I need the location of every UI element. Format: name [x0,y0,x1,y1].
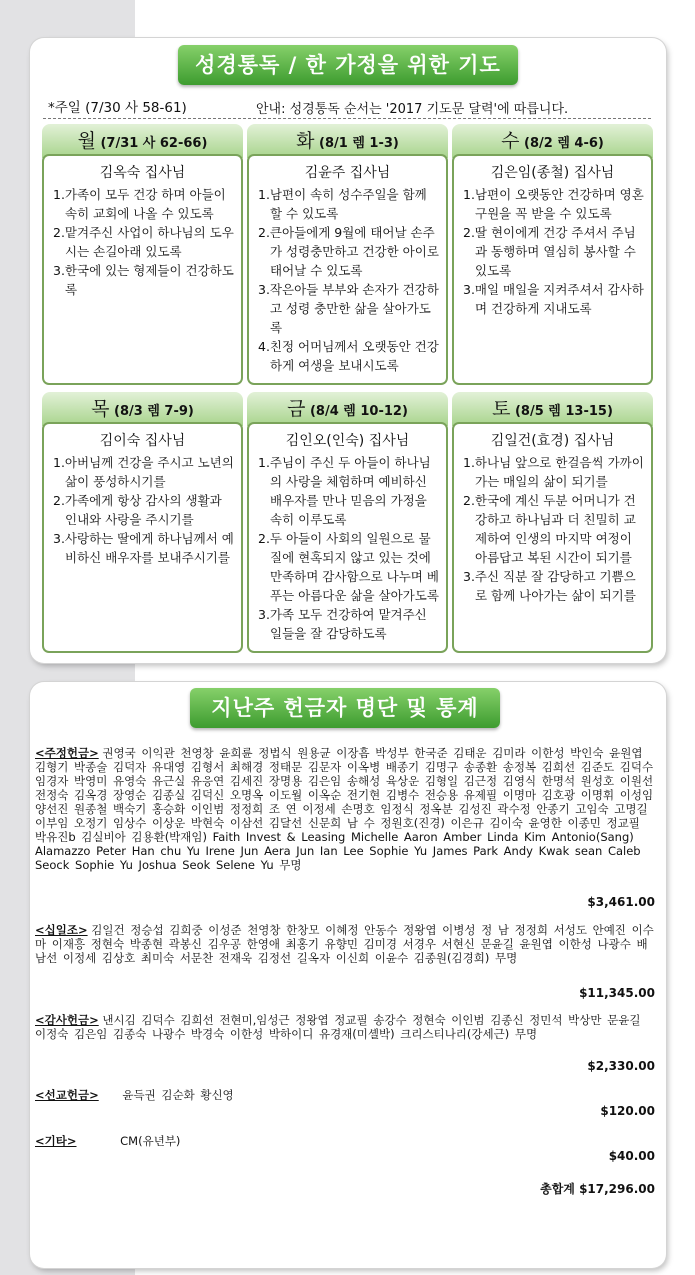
day-tab: 수 (8/2 렘 4-6) [452,124,653,158]
offering-category: <주정헌금> [35,746,99,760]
offering-group-other [35,1134,655,1148]
donor-names: 윤득권 김순화 황신영 [122,1088,234,1102]
donor-names: 김일건 정승섭 김희중 이성준 천영창 한창모 이혜정 안동수 정왕엽 이병성 정 남 정정희 서성도 안예진 이수마 이재흥 정현숙 박종현 곽봉신 김우공 한영애 최홍기 유향민 김미경 서경우 서현신 문윤길 윤원엽 이한성 나광수 배남선 이정세 김상호 최미숙 서문찬 전재욱 김정선 길옥자 이신희 이윤수 김종원(김경희) 무명 [35,923,654,965]
prayer-item: 1.남편이 속히 성수주일을 함께 할 수 있도록 [258,187,427,221]
prayer-card [452,154,653,385]
day-tab: 금 (8/4 렘 10-12) [247,392,448,426]
family-name: 김인오(인숙) 집사님 [285,433,410,449]
prayer-item: 2.큰아들에게 9월에 태어날 손주가 성령충만하고 건강한 아이로 태어날 수 있도록 [258,225,439,278]
offering-group-weekly [35,746,659,872]
prayer-item: 2.한국에 계신 두분 어머니가 건강하고 하나님과 더 친밀히 교제하여 인생의 마지막 여정이 아름답고 복된 시간이 되기를 [463,493,636,565]
offering-amount: $2,330.00 [587,1059,655,1073]
donor-names: CM(유년부) [120,1134,181,1148]
offering-category: <감사헌금> [35,1013,99,1027]
day-tab: 월 (7/31 사 62-66) [42,124,243,158]
sunday-reading: *주일 (7/30 사 58-61) [48,100,187,116]
family-name: 김일건(효경) 집사님 [490,433,615,449]
donor-names: 권영국 이익관 천영창 윤희륜 정법식 원용균 이장흠 박성부 한국준 김태운 김미라 이한성 박인숙 윤원엽 김형기 박종술 김덕자 유대영 김형서 최해경 정태문 김문자 이옥병 배종기 김명구 송종환 송정복 김희선 김준도 김덕수 임경자 박영미 유영숙 유근실 유응연 김세진 장명용 김은임 송해성 육상운 김형일 김근정 김영식 한명석 원성호 이원선 전정숙 김옥경 장영순 김종실 김덕신 오명옥 이도월 이옥순 전기현 김병수 전승용 유제필 이명마 김호광 이명휘 이성임 양선진 원종철 백숙기 홍승화 이인범 정정희 조 연 이정세 손명호 임정식 정옥분 김성진 곽수정 안종기 고임숙 고명길 이부임 오정기 임상수 이상운 박현숙 이삼선 김달선 신문희 남 수 정원호(진경) 이은규 김이숙 윤영한 이종민 정교필 박유진b 김실비아 김용환(박재임) Faith Invest & Leasing Michelle Aaron Amber Linda Kim Antonio(Sang) Alamazzo Peter Han chu Yu Irene Jun Aera Jun Ian Lee Sophie Yu James Park Andy Kwak sean Caleb Seock Sophie Yu Joshua Seok Selene Yu 무명 [35,746,659,872]
family-name: 김은임(종철) 집사님 [490,165,615,181]
donor-names: 낸시김 김덕수 김희선 전현미,임성근 정왕엽 정교필 송강수 정현숙 이인범 김종신 정민석 박상만 문윤길 이정숙 김은임 김종숙 나광수 박경숙 이한성 박하이디 유경재(미셸박) 크리스티나리(강세근) 무명 [35,1013,647,1041]
prayer-item: 1.아버님께 건강을 주시고 노년의 삶이 풍성하시기를 [53,455,234,489]
prayer-item: 1.남편이 오랫동안 건강하며 영혼구원을 꼭 받을 수 있도록 [463,187,644,221]
day-card-tue [247,124,448,385]
prayer-item: 3.한국에 있는 형제들이 건강하도록 [53,263,234,297]
day-card-fri [247,392,448,653]
offering-amount: $3,461.00 [587,895,655,909]
prayer-card [452,422,653,653]
offering-group-mission [35,1088,655,1102]
offering-amount: $11,345.00 [579,986,655,1000]
prayer-item: 3.주신 직분 잘 감당하고 기쁨으로 함께 나아가는 삶이 되기를 [463,569,636,603]
offering-category: <십일조> [35,923,88,937]
prayer-card [42,422,243,653]
prayer-item: 2.딸 현이에게 건강 주셔서 주님과 동행하며 열심히 봉사할 수 있도록 [463,225,636,278]
divider [43,118,651,119]
day-card-thu [42,392,243,653]
day-tab: 화 (8/1 렘 1-3) [247,124,448,158]
day-card-mon [42,124,243,385]
prayer-item: 3.가족 모두 건강하여 맡겨주신 일들을 잘 감당하도록 [258,607,427,641]
prayer-item: 3.사랑하는 딸에게 하나님께서 예비하신 배우자를 보내주시기를 [53,531,234,565]
prayer-item: 1.가족이 모두 건강 하며 아들이 속히 교회에 나올 수 있도록 [53,187,226,221]
page-title: 성경통독 / 한 가정을 위한 기도 [178,45,518,85]
offering-group-tithe [35,923,655,965]
offering-category: <기타> [35,1134,77,1148]
prayer-item: 2.두 아들이 사회의 일원으로 물질에 현혹되지 않고 있는 것에 만족하며 감사함으로 나누며 베푸는 아름다운 삶을 살아가도록 [258,531,439,603]
offering-title: 지난주 헌금자 명단 및 통계 [190,688,500,728]
offering-group-thanks [35,1013,655,1041]
offering-amount: $40.00 [608,1149,655,1163]
day-card-wed [452,124,653,385]
offering-category: <선교헌금> [35,1088,99,1102]
prayer-item: 3.매일 매일을 지켜주셔서 감사하며 건강하게 지내도록 [463,282,644,316]
prayer-card [247,422,448,653]
prayer-card [247,154,448,385]
prayer-item: 1.하나님 앞으로 한걸음씩 가까이 가는 매일의 삶이 되기를 [463,455,644,489]
prayer-item: 2.맡겨주신 사업이 하나님의 도우시는 손길아래 있도록 [53,225,234,259]
day-card-sat [452,392,653,653]
prayer-item: 3.작은아들 부부와 손자가 건강하고 성령 충만한 삶을 살아가도록 [258,282,439,335]
day-tab: 목 (8/3 렘 7-9) [42,392,243,426]
offering-amount: $120.00 [600,1104,655,1118]
prayer-item: 4.친정 어머님께서 오랫동안 건강하게 여생을 보내시도록 [258,339,439,373]
family-name: 김이숙 집사님 [99,433,186,449]
reading-notice: 안내: 성경통독 순서는 '2017 기도문 달력'에 따릅니다. [256,102,569,117]
family-name: 김윤주 집사님 [304,165,391,181]
day-tab: 토 (8/5 렘 13-15) [452,392,653,426]
prayer-card [42,154,243,385]
family-name: 김옥숙 집사님 [99,165,186,181]
prayer-item: 2.가족에게 항상 감사의 생활과 인내와 사랑을 주시기를 [53,493,222,527]
offering-total: 총합계 $17,296.00 [540,1182,655,1196]
prayer-item: 1.주님이 주신 두 아들이 하나님의 사랑을 체험하며 예비하신 배우자를 만나 믿음의 가정을 속히 이루도록 [258,455,431,527]
